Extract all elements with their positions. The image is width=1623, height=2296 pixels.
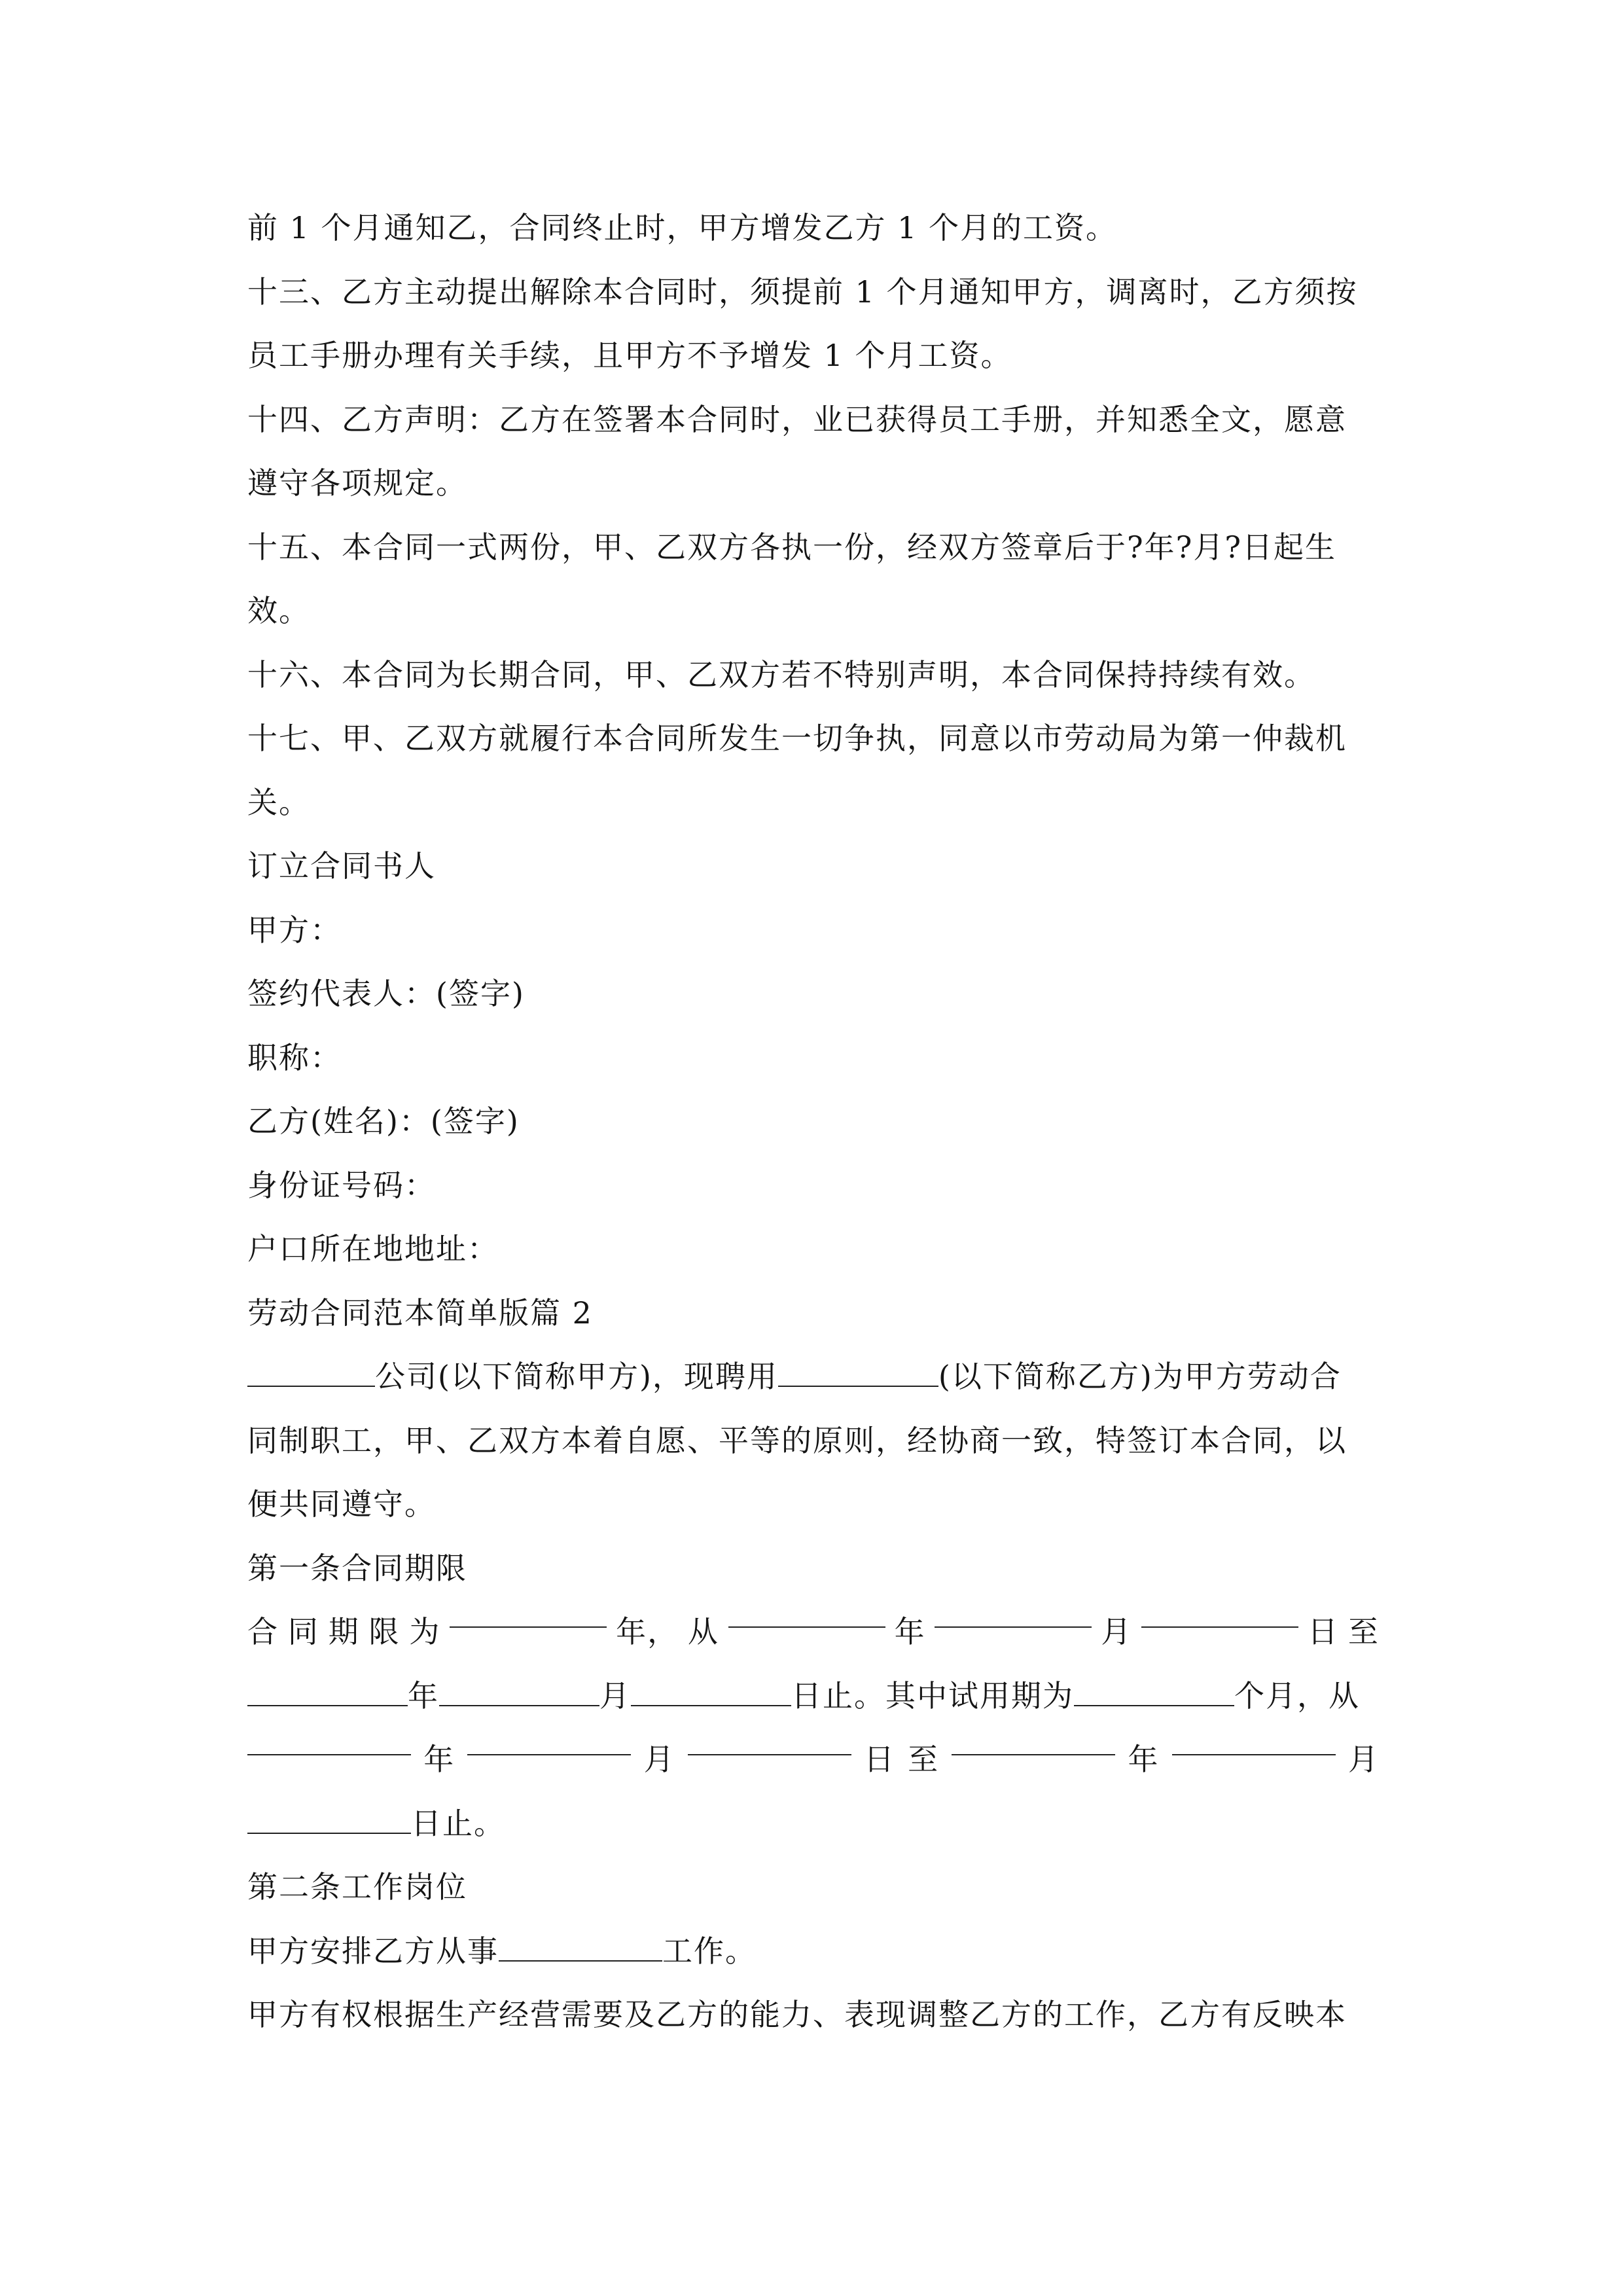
intro-text-1: 公司(以下简称甲方)，现聘用: [375, 1359, 778, 1394]
intro-line-1: [247, 1345, 1380, 1409]
term-text: 个月，从: [1234, 1677, 1360, 1713]
start-year-blank[interactable]: [728, 1600, 885, 1628]
section-heading: 劳动合同范本简单版篇 2: [247, 1295, 593, 1331]
start-day-blank[interactable]: [1141, 1600, 1298, 1628]
party-b-label: 乙方(姓名)：(签字): [247, 1103, 520, 1139]
term-char: 月: [1101, 1614, 1133, 1649]
probation-end-year-blank[interactable]: [952, 1728, 1115, 1755]
representative-label: 签约代表人：(签字): [247, 976, 525, 1011]
text-line: 十七、甲、乙双方就履行本合同所发生一切争执，同意以市劳动局为第一仲裁机: [247, 721, 1347, 756]
job-text-2: 工作。: [662, 1933, 757, 1969]
term-text: 年: [408, 1677, 439, 1713]
term-text: 日: [863, 1742, 895, 1777]
probation-start-month-blank[interactable]: [467, 1728, 631, 1755]
term-char: 合: [247, 1614, 279, 1649]
term-text: 日止。其中试用期为: [791, 1677, 1074, 1713]
text-line: 效。: [247, 593, 310, 628]
term-char: 年，: [616, 1614, 679, 1649]
term-line-1: [247, 1600, 1380, 1664]
text-line: 十三、乙方主动提出解除本合同时，须提前 1 个月通知甲方，调离时，乙方须按: [247, 274, 1358, 310]
term-char: 从: [687, 1614, 719, 1649]
text-line: 遵守各项规定。: [247, 465, 467, 501]
start-month-blank[interactable]: [935, 1600, 1092, 1628]
term-char: 同: [287, 1614, 319, 1649]
term-char: 期: [328, 1614, 360, 1649]
job-text-1: 甲方安排乙方从事: [247, 1933, 499, 1969]
term-char: 年: [894, 1614, 926, 1649]
end-year-blank[interactable]: [247, 1679, 408, 1706]
term-char: 至: [1347, 1614, 1380, 1649]
title-label: 职称：: [247, 1039, 342, 1075]
term-text: 月: [599, 1677, 631, 1713]
text-line: 前 1 个月通知乙，合同终止时，甲方增发乙方 1 个月的工资。: [247, 210, 1118, 245]
text-line: 十六、本合同为长期合同，甲、乙双方若不特别声明，本合同保持持续有效。: [247, 656, 1315, 692]
article-2-title: 第二条工作岗位: [247, 1869, 467, 1905]
term-text: 月: [643, 1742, 675, 1777]
term-text: 月: [1347, 1742, 1380, 1777]
party-a-label: 甲方：: [247, 912, 342, 948]
probation-end-month-blank[interactable]: [1172, 1728, 1336, 1755]
intro-line-2: 同制职工，甲、乙双方本着自愿、平等的原则，经协商一致，特签订本合同，以: [247, 1422, 1347, 1458]
term-text: 年: [423, 1742, 455, 1777]
term-line-4: [247, 1792, 1380, 1856]
signatories-heading: 订立合同书人: [247, 848, 436, 884]
term-char: 限: [368, 1614, 401, 1649]
text-line: 十四、乙方声明：乙方在签署本合同时，业已获得员工手册，并知悉全文，愿意: [247, 401, 1347, 437]
term-char: 日: [1307, 1614, 1339, 1649]
end-day-blank[interactable]: [631, 1679, 791, 1706]
article-1-title: 第一条合同期限: [247, 1550, 467, 1586]
term-years-blank[interactable]: [450, 1600, 607, 1628]
probation-months-blank[interactable]: [1074, 1679, 1234, 1706]
probation-start-day-blank[interactable]: [688, 1728, 851, 1755]
employee-blank[interactable]: [778, 1359, 938, 1387]
text-line: 员工手册办理有关手续，且甲方不予增发 1 个月工资。: [247, 338, 1012, 373]
term-text: 至: [908, 1742, 940, 1777]
job-line: [247, 1920, 1380, 1984]
probation-start-year-blank[interactable]: [247, 1728, 411, 1755]
text-line: 关。: [247, 784, 310, 820]
term-text: 日止。: [411, 1805, 505, 1841]
probation-end-day-blank[interactable]: [247, 1806, 411, 1834]
id-number-label: 身份证号码：: [247, 1167, 436, 1203]
job-position-blank[interactable]: [499, 1934, 662, 1962]
term-text: 年: [1128, 1742, 1160, 1777]
company-blank[interactable]: [247, 1359, 375, 1387]
intro-line-3: 便共同遵守。: [247, 1486, 436, 1522]
end-month-blank[interactable]: [439, 1679, 599, 1706]
term-line-3: [247, 1728, 1380, 1792]
document-body: [247, 196, 1380, 2047]
text-line: 十五、本合同一式两份，甲、乙双方各执一份，经双方签章后于?年?月?日起生: [247, 529, 1336, 565]
job-adjust-line: 甲方有权根据生产经营需要及乙方的能力、表现调整乙方的工作，乙方有反映本: [247, 1997, 1347, 2032]
term-line-2: [247, 1664, 1380, 1729]
term-char: 为: [409, 1614, 441, 1649]
intro-text-2: (以下简称乙方)为甲方劳动合: [938, 1359, 1342, 1394]
address-label: 户口所在地地址：: [247, 1231, 499, 1266]
